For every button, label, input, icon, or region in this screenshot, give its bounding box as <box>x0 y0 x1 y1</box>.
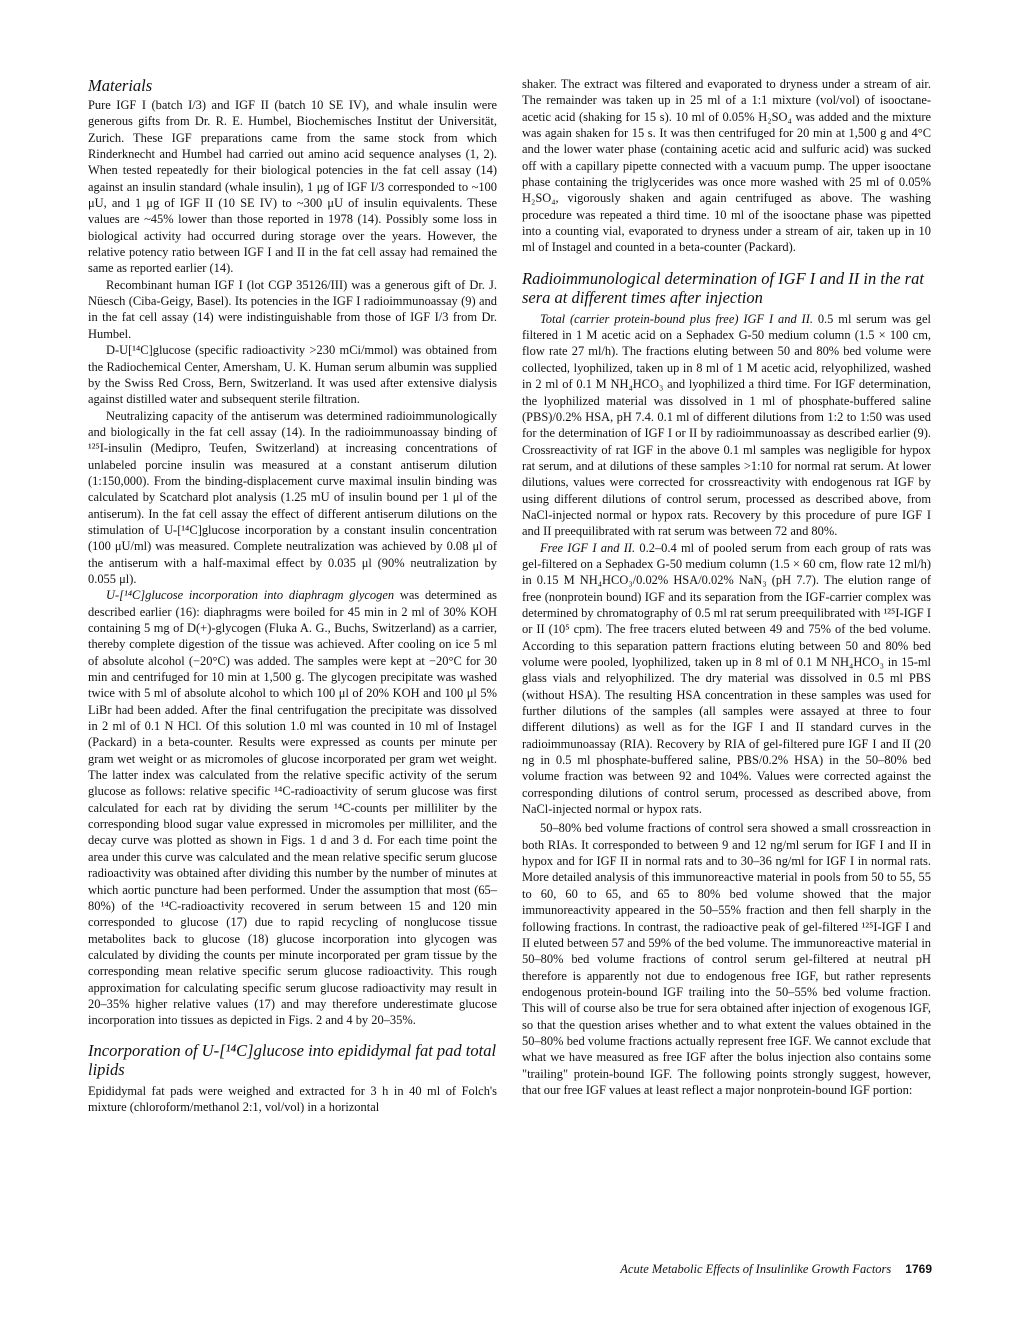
radioimmuno-heading: Radioimmunological determination of IGF I and II in the rat sera at different times after injection <box>522 268 924 307</box>
diaphragm-lead: U-[¹⁴C]glucose incorporation into diaphragm glycogen <box>106 588 395 603</box>
paragraph-epididymal: Epididymal fat pads were weighed and extracted for 3 h in 40 ml of Folch's mixture (chloroform/methanol 2:1, vol/vol) in a horizontal <box>88 1083 497 1114</box>
paragraph-free-igf <box>522 540 931 818</box>
page-number: 1769 <box>905 1262 932 1276</box>
total-igf-body: 0.5 ml serum was gel filtered in 1 M acetic acid on a Sephadex G-50 medium column (1.5 × 100 cm, flow rate 27 ml/h). The fractions eluting between 50 and 80% bed volume were collected, lyophilized, taken up in 8 ml of 1 M acetic acid, relyophilized, washed in 2 ml of 0.1 M NH₄HCO₃ and lyophilized a third time. For IGF determination, the lyophilized material was dissolved in 1 ml of phosphate-buffered saline (PBS)/0.2% HSA, pH 7.4. 0.1 ml of different dilutions from 1:2 to 1:50 was used for the determination of IGF I or II by radioimmunoassay as described earlier (9). Crossreactivity of rat IGF in the above 0.1 ml samples was negligible for hypox rat serum, and at dilutions of these samples >1:10 for normal rat serum. At lower dilutions, values were corrected for crossreactivity with endogenous rat IGF by using different dilutions of control serum, processed as described above, from NaCl-injected normal or hypox rats. Recovery by this procedure of pure IGF I and II preequilibrated with rat serum was between 72 and 80%. <box>522 311 931 539</box>
total-igf-lead: Total (carrier protein-bound plus free) IGF I and II. <box>540 311 813 326</box>
paragraph-bed-volume: 50–80% bed volume fractions of control sera showed a small crossreaction in both RIAs. It corresponded to between 9 and 12 ng/ml serum for IGF I and II in hypox and for IGF II in normal rats and to 30–36 ng/ml for IGF I in normal rats. More detailed analysis of this immunoreactive material in pools from 50 to 55, 55 to 60, 60 to 65, and 65 to 80% bed volume showed that the major immunoreactivity appeared in the 50–55% fraction and then fell sharply in the following fractions. In contrast, the radioactive peak of gel-filtered ¹²⁵I-IGF I and II eluted between 57 and 59% of the bed volume. The immunoreactive material in 50–80% bed volume fractions of control serum gel-filtered at neutral pH therefore is apparently not due to endogenous free IGF, but rather represents endogenous protein-bound IGF trailing into the 50–55% bed volume fraction. This will of course also be true for sera obtained after injection of exogenous IGF, so that the question arises whether and to what extent the values obtained in the 50–80% bed volume fractions actually represent free IGF. We cannot exclude that what we have measured as free IGF after the bolus injection also contains some "trailing" protein-bound IGF. The following points strongly suggest, however, that our free IGF values at least reflect a major nonprotein-bound IGF portion: <box>522 821 931 1097</box>
materials-heading: Materials <box>88 76 153 95</box>
running-title: Acute Metabolic Effects of Insulinlike Growth Factors <box>620 1262 892 1276</box>
paragraph-total-igf <box>522 311 931 540</box>
left-column <box>88 76 497 1115</box>
paragraph-glucose: D-U[¹⁴C]glucose (specific radioactivity >230 mCi/mmol) was obtained from the Radiochemical Center, Amersham, U. K. Human serum albumin was supplied by the Swiss Red Cross, Bern, Switzerland. It was used after extensive dialysis against distilled water and subsequent sterile filtration. <box>88 343 497 407</box>
page-footer <box>560 1262 932 1277</box>
incorporation-heading: Incorporation of U-[¹⁴C]glucose into epididymal fat pad total lipids <box>88 1040 497 1079</box>
paragraph-shaker: shaker. The extract was filtered and evaporated to dryness under a stream of air. The remainder was taken up in 25 ml of a 1:1 mixture (vol/vol) of isooctane-acetic acid (shaking for 15 s). 10 ml of 0.05% H₂SO₄ was added and the mixture was again shaken for 15 s. It was then centrifuged for 20 min at 1,500 g and 4°C and the lower water phase (containing acetic acid and sulfuric acid) was sucked off with a capillary pipette connected with a vacuum pump. The upper isooctane phase containing the triglycerides was once more washed with 25 ml of 0.05% H₂SO₄, vigorously shaken and again centrifuged as above. The washing procedure was repeated a third time. 10 ml of the isooctane phase was pipetted into a counting vial, evaporated to dryness under a stream of air, taken up in 10 ml of Instagel and counted in a beta-counter (Packard). <box>522 77 931 255</box>
right-column <box>522 76 931 1098</box>
free-igf-lead: Free IGF I and II. <box>540 540 636 555</box>
paragraph-neutralizing: Neutralizing capacity of the antiserum was determined radioimmunologically and biologically in the fat cell assay (14). In the radioimmunoassay binding of ¹²⁵I-insulin (Medipro, Teufen, Switzerland) at increasing concentrations of unlabeled porcine insulin was measured at a constant antiserum dilution (1:150,000). From the binding-displacement curve maximal insulin binding was calculated by Scatchard plot analysis (1.25 mU of insulin bound per 1 μl of the antiserum). In the fat cell assay the effect of different antiserum dilutions on the stimulation of U-[¹⁴C]glucose incorporation by a constant insulin concentration (100 μU/ml) was measured. Complete neutralization was achieved by 0.08 μl of the antiserum with a half-maximal effect by 0.035 μl (90% neutralization by 0.055 μl). <box>88 408 497 586</box>
paragraph-diaphragm <box>88 587 497 1028</box>
paragraph-recombinant: Recombinant human IGF I (lot CGP 35126/III) was a generous gift of Dr. J. Nüesch (Ciba-Geigy, Basel). Its potencies in the IGF I radioimmunoassay (9) and in the fat cell assay (14) were indistinguishable from those of IGF I/3 from Dr. Humbel. <box>88 277 497 341</box>
free-igf-body: 0.2–0.4 ml of pooled serum from each group of rats was gel-filtered on a Sephadex G-50 medium column (1.5 × 60 cm, flow rate 12 ml/h) in 0.15 M NH₄HCO₃/0.02% HSA/0.02% NaN₃ (pH 7.7). The elution range of free (nonprotein bound) IGF and its separation from the IGF-carrier complex was determined by chromatography of 0.5 ml rat serum preequilibrated with ¹²⁵I-IGF I or II (10⁵ cpm). The free tracers eluted between 49 and 75% of the bed volume. According to this separation pattern fractions eluting between 50 and 80% bed volume were pooled, lyophilized, taken up in 8 ml of 0.1 M NH₄HCO₃ in 15-ml glass vials and relyophilized. The dry material was dissolved in 0.5 ml PBS (without HSA). The resulting HSA concentration in these samples was used for further dilutions of the samples (all samples were assayed at three to four different dilutions) as well as for the IGF I and II standard curves in the radioimmunoassay (RIA). Recovery by RIA of gel-filtered pure IGF I and II (20 ng in 0.5 ml phosphate-buffered saline, PBS/0.2% HSA) in the 50–80% bed volume fraction was between 92 and 104%. Values were corrected against the corresponding dilutions of control serum, processed as described above, from NaCl-injected normal or hypox rats. <box>522 540 932 817</box>
diaphragm-body: was determined as described earlier (16): diaphragms were boiled for 45 min in 2 ml of 30% KOH containing 5 mg of D(+)-glycogen (Fluka A. G., Buchs, Switzerland) as a carrier, thereby complete digestion of the tissue was achieved. After cooling on ice 5 ml of absolute alcohol (−20°C) was added. The samples were kept at −20°C for 30 min and centrifuged for 10 min at 1,500 g. The glycogen precipitate was washed twice with 5 ml of absolute alcohol to which 100 μl of 20% KOH and 100 μl 5% LiBr had been added. After the final centrifugation the precipitate was dissolved in 2 ml of 0.1 N HCl. Of this solution 1.0 ml was counted in 10 ml of Instagel (Packard) in a beta-counter. Results were expressed as counts per minute per gram wet weight or as micromoles of glucose incorporated per gram wet weight. The latter index was calculated from the relative specific activity of the serum glucose as follows: relative specific ¹⁴C-radioactivity of serum glucose was first calculated for each rat by dividing the serum ¹⁴C-counts per milliliter by the corresponding blood sugar value expressed in micromoles per milliliter, and the decay curve was plotted as shown in Figs. 1 d and 3 d. For each time point the area under this curve was calculated and the mean relative specific serum glucose radioactivity was obtained after dividing this number by the number of minutes at which aortic puncture had been performed. Under the assumption that most (65–80%) of the ¹⁴C-radioactivity recovered in serum between 15 and 120 min corresponded to glucose (17) due to rapid recycling of nonglucose tissue metabolites back to glucose (18) glucose incorporation into glycogen was calculated by dividing the counts per minute incorporated per gram tissue by the corresponding mean relative specific serum glucose radioactivity. This rough approximation for calculating specific serum glucose radioactivity may result in 20–35% higher relative values (17) and may therefore underestimate glucose incorporation into tissues as depicted in Figs. 2 and 4 by 20–35%. <box>88 588 497 1028</box>
paragraph-igf-sources: Pure IGF I (batch I/3) and IGF II (batch 10 SE IV), and whale insulin were generous gifts from Dr. R. E. Humbel, Biochemisches Institut der Universität, Zurich. These IGF preparations came from the same stock from which Rinderknecht and Humbel had carried out amino acid sequence analyses (1, 2). When tested repeatedly for their biological potencies in the fat cell assay (14) against an insulin standard (whale insulin), 1 μg of IGF I/3 corresponded to ~100 μU, and 1 μg of IGF II (10 SE IV) to ~300 μU of insulin equivalents. These values are ~45% lower than those reported in 1978 (14). Possibly some loss in biological activity had occurred during storage over the years. However, the relative potency ratio between IGF I and II in the fat cell assay had remained the same as reported earlier (14). <box>88 98 497 276</box>
